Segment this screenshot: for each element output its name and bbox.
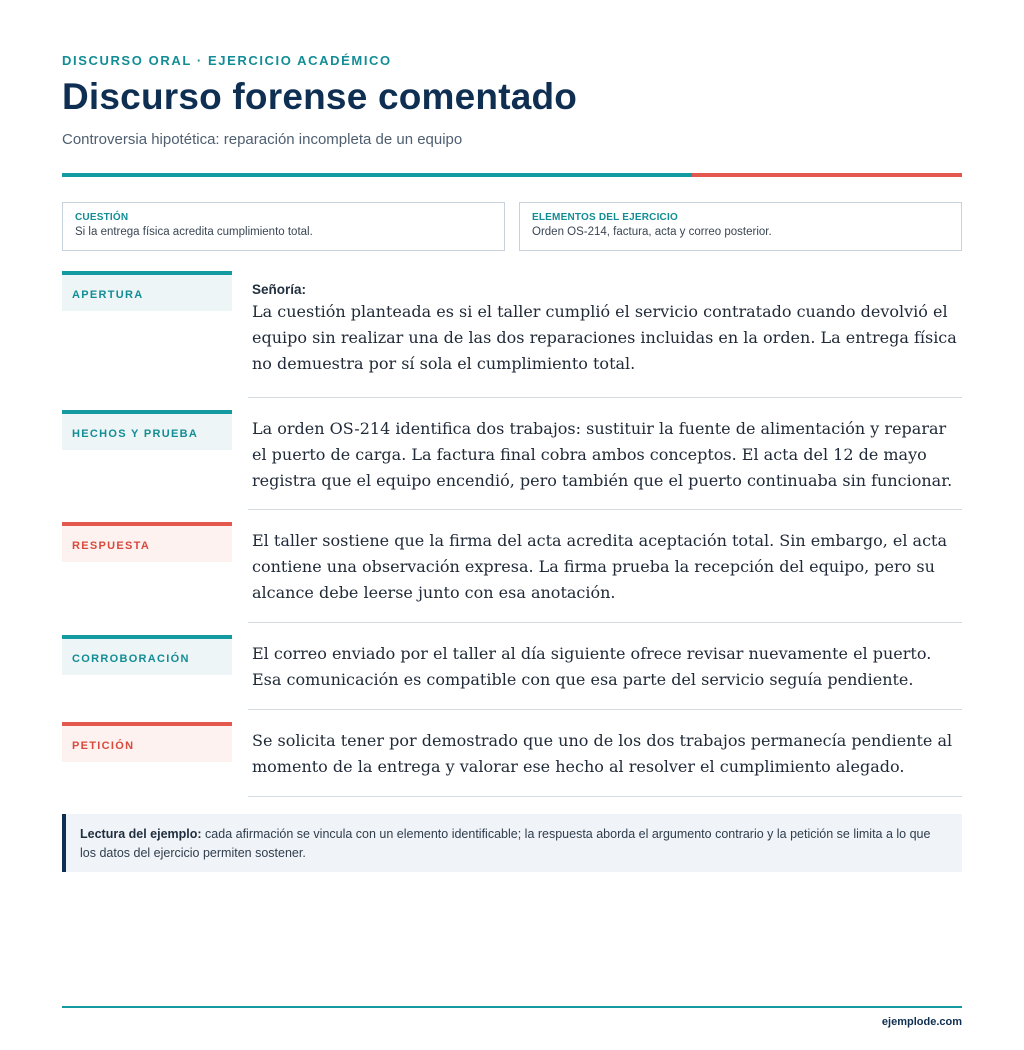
section-tag: RESPUESTA [62,522,232,562]
info-text: Si la entrega física acredita cumplimiento total. [75,226,313,238]
divider-coral [692,173,962,177]
divider-teal [62,173,692,177]
section-text: El correo enviado por el taller al día siguiente ofrece revisar nuevamente el puerto. Esa comunicación es compatible con que esa parte del servicio seguía pendiente. [252,644,932,689]
section-body [248,271,962,398]
info-label: CUESTIÓN [75,212,129,223]
section-body [248,635,962,710]
section-text: La orden OS-214 identifica dos trabajos: sustituir la fuente de alimentación y reparar el puerto de carga. La factura final cobra ambos conceptos. El acta del 12 de mayo registra que el equipo encendió, pero también que el puerto continuaba sin funcionar. [252,419,953,490]
note-label: Lectura del ejemplo: [80,827,202,841]
footer-site-link[interactable]: ejemplode.com [881,1016,962,1028]
page-subtitle: Controversia hipotética: reparación incompleta de un equipo [62,131,463,148]
greeting: Señoría: [252,282,307,297]
info-text: Orden OS-214, factura, acta y correo posterior. [532,226,772,238]
section-tag: CORROBORACIÓN [62,635,232,675]
reading-note [62,814,962,872]
section-text: La cuestión planteada es si el taller cumplió el servicio contratado cuando devolvió el equipo sin realizar una de las dos reparaciones incluidas en la orden. La entrega física no demuestra por sí sola el cumplimiento total. [252,302,957,373]
note-text: cada afirmación se vincula con un elemento identificable; la respuesta aborda el argumento contrario y la petición se limita a lo que los datos del ejercicio permiten sostener. [80,827,931,860]
section-tag: PETICIÓN [62,722,232,762]
section-body [248,410,962,510]
info-boxes [62,202,962,251]
header-divider [62,173,962,177]
section-text: El taller sostiene que la firma del acta acredita aceptación total. Sin embargo, el acta contiene una observación expresa. La firma prueba la recepción del equipo, pero su alcance debe leerse junto con esa anotación. [252,531,948,602]
info-label: ELEMENTOS DEL EJERCICIO [532,212,678,223]
kicker: DISCURSO ORAL · EJERCICIO ACADÉMICO [62,53,392,68]
info-box-elementos [519,202,962,251]
section-text: Se solicita tener por demostrado que uno de los dos trabajos permanecía pendiente al momento de la entrega y valorar ese hecho al resolver el cumplimiento alegado. [252,731,953,776]
section-tag: HECHOS Y PRUEBA [62,410,232,450]
page-title: Discurso forense comentado [62,76,578,117]
footer-divider [62,1006,962,1008]
section-tag: APERTURA [62,271,232,311]
section-body [248,522,962,623]
section-body [248,722,962,797]
info-box-cuestion [62,202,505,251]
